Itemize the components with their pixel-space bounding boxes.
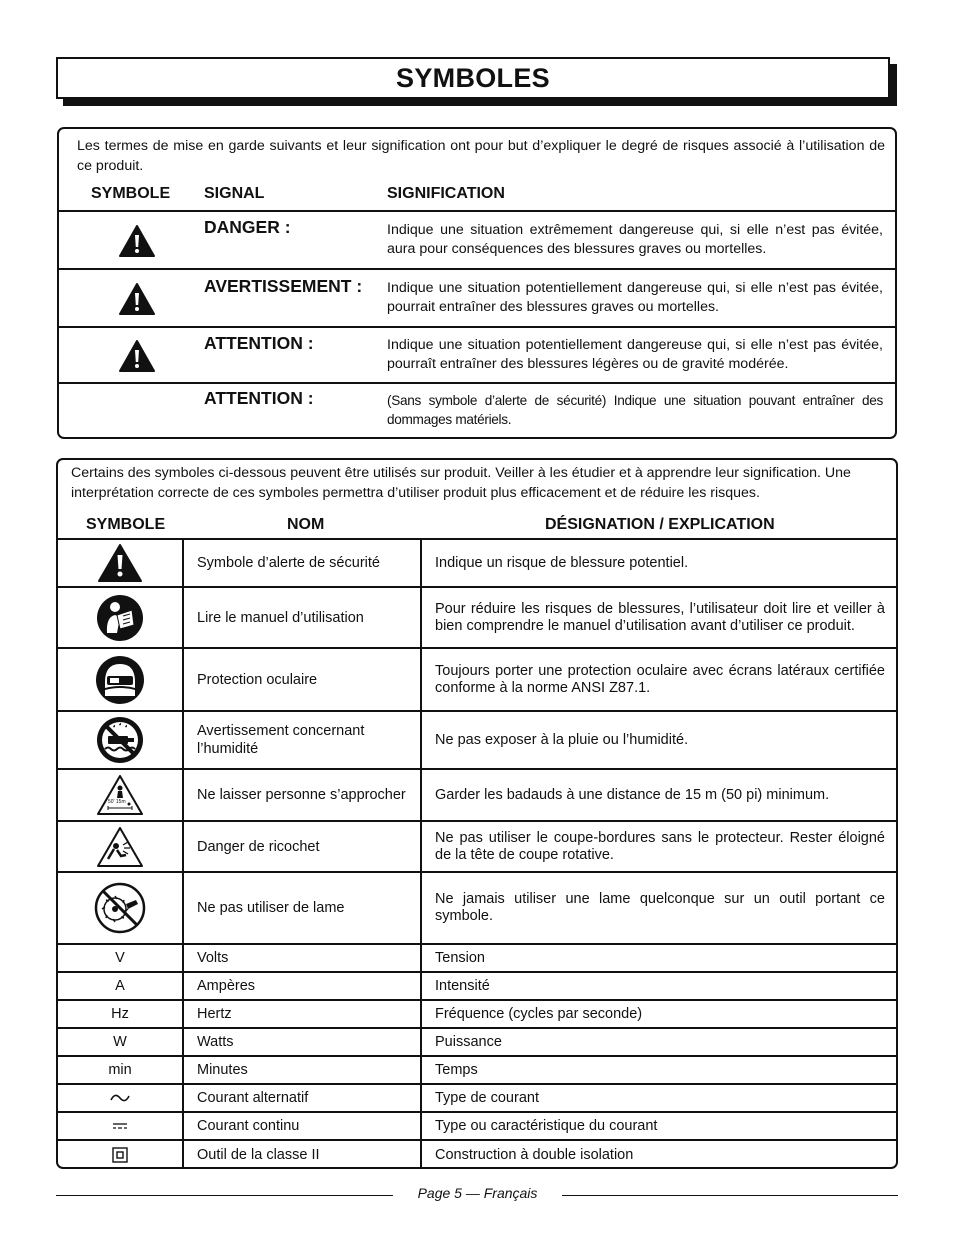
table-row	[58, 822, 896, 873]
table-row	[58, 945, 896, 973]
signal-row-attention-no-symbol	[59, 382, 895, 439]
table-row	[58, 1113, 896, 1141]
header-name: NOM	[287, 516, 325, 533]
ricochet-icon	[58, 822, 184, 871]
symbol-designation: Type de courant	[435, 1089, 539, 1106]
unit-symbol: W	[58, 1029, 184, 1055]
symbol-name: Ne pas utiliser de lame	[184, 873, 422, 943]
footer-rule-left	[56, 1195, 393, 1196]
signal-meaning: (Sans symbole d’alerte de sécurité) Indique une situation pouvant entraîner des dommages matériels.	[387, 393, 883, 427]
symbols-panel	[56, 458, 898, 1169]
symbol-designation: Ne jamais utiliser une lame quelconque sur un outil portant ce symbole.	[435, 891, 885, 924]
wet-conditions-icon	[58, 712, 184, 768]
table-row	[58, 712, 896, 770]
symbol-designation: Toujours porter une protection oculaire avec écrans latéraux certifiée conforme à la norme ANSI Z87.1.	[435, 662, 885, 696]
table-row	[58, 1141, 896, 1169]
table-row	[58, 1001, 896, 1029]
signal-row-attention	[59, 326, 895, 384]
header-symbol: SYMBOLE	[86, 516, 166, 533]
header-signal: SIGNAL	[204, 185, 265, 202]
table-row	[58, 649, 896, 712]
symbol-designation: Fréquence (cycles par seconde)	[435, 1005, 643, 1022]
table-row	[58, 1029, 896, 1057]
symbol-name: Lire le manuel d’utilisation	[184, 588, 422, 647]
signal-meaning: Indique une situation potentiellement dangereuse qui, si elle n’est pas évitée, pourrait entraîner des blessures graves ou mortelles.	[387, 280, 883, 315]
unit-symbol: V	[58, 945, 184, 971]
alternating-current-icon	[58, 1085, 184, 1111]
symbol-designation-cell	[422, 588, 896, 647]
symbol-name: Outil de la classe II	[184, 1141, 422, 1169]
symbol-name: Protection oculaire	[184, 649, 422, 710]
symbol-name: Avertissement concernant l’humidité	[184, 712, 422, 768]
table-row	[58, 1057, 896, 1085]
symbol-designation: Tension	[435, 949, 485, 966]
table-row	[58, 973, 896, 1001]
symbol-designation: Puissance	[435, 1033, 502, 1050]
symbol-designation: Type ou caractéristique du courant	[435, 1117, 658, 1134]
read-manual-icon	[58, 588, 184, 647]
signal-row-avertissement	[59, 268, 895, 328]
symbol-designation-cell	[422, 712, 896, 768]
symbol-designation: Ne pas exposer à la pluie ou l’humidité.	[435, 731, 689, 748]
symbol-designation: Intensité	[435, 977, 490, 994]
header-meaning: SIGNIFICATION	[387, 185, 505, 202]
direct-current-icon	[58, 1113, 184, 1139]
signal-label: AVERTISSEMENT :	[204, 276, 363, 296]
symbol-name: Ne laisser personne s’approcher	[184, 770, 422, 820]
symbol-designation-cell	[422, 540, 896, 586]
safety-alert-triangle-icon	[118, 224, 156, 258]
table-row	[58, 1085, 896, 1113]
symbol-designation: Construction à double isolation	[435, 1146, 634, 1163]
signal-label: ATTENTION :	[204, 333, 314, 353]
symbol-designation: Ne pas utiliser le coupe-bordures sans le protecteur. Rester éloigné de la tête de coupe rotative.	[435, 829, 885, 863]
symbols-table	[58, 538, 896, 1169]
table-row	[58, 770, 896, 822]
eye-protection-icon	[58, 649, 184, 710]
symbol-designation-cell	[422, 822, 896, 871]
no-blade-icon	[58, 873, 184, 943]
table-row	[58, 588, 896, 649]
signal-meaning: Indique une situation extrêmement dangereuse qui, si elle n’est pas évitée, aura pour conséquences des blessures graves ou mortelles.	[387, 222, 883, 257]
table-row	[58, 540, 896, 588]
symbol-name: Watts	[184, 1029, 422, 1055]
signal-label: DANGER :	[204, 217, 291, 237]
symbol-name: Ampères	[184, 973, 422, 999]
header-designation: DÉSIGNATION / EXPLICATION	[545, 516, 775, 533]
symbol-designation-cell	[422, 873, 896, 943]
distance-label: 50' 15m	[108, 799, 126, 805]
symbol-designation-cell	[422, 649, 896, 710]
unit-symbol: A	[58, 973, 184, 999]
symbol-designation: Pour réduire les risques de blessures, l’utilisateur doit lire et veiller à bien comprendre le manuel d’utilisation avant d’utiliser ce produit.	[435, 600, 885, 634]
symbol-name: Volts	[184, 945, 422, 971]
symbol-designation: Temps	[435, 1061, 478, 1078]
page-title: SYMBOLES	[396, 62, 550, 93]
signal-row-danger	[59, 210, 895, 270]
symbol-designation: Garder les badauds à une distance de 15 m (50 pi) minimum.	[435, 786, 830, 803]
title-banner	[56, 57, 890, 99]
footer-rule-right	[562, 1195, 898, 1196]
safety-alert-triangle-icon	[118, 339, 156, 373]
table-row	[58, 873, 896, 945]
signal-meaning: Indique une situation potentiellement dangereuse qui, si elle n’est pas évitée, pourraît entraîner des blessures légères ou de gravité modérée.	[387, 337, 883, 372]
header-symbol: SYMBOLE	[91, 185, 171, 202]
symbol-designation-cell	[422, 770, 896, 820]
keep-bystanders-away-icon	[58, 770, 184, 820]
symbol-name: Courant continu	[184, 1113, 422, 1139]
symbol-name: Courant alternatif	[184, 1085, 422, 1111]
symbol-name: Symbole d’alerte de sécurité	[184, 540, 422, 586]
class-ii-tool-icon	[58, 1141, 184, 1169]
page-footer: Page 5 — Français	[417, 1185, 538, 1201]
safety-alert-icon	[58, 540, 184, 586]
unit-symbol: min	[58, 1057, 184, 1083]
symbol-name: Hertz	[184, 1001, 422, 1027]
signal-words-panel	[57, 127, 897, 439]
signal-intro: Les termes de mise en garde suivants et leur signification ont pour but d’expliquer le degré de risques associé à l’utilisation de ce produit.	[77, 138, 885, 174]
symbol-name: Minutes	[184, 1057, 422, 1083]
signal-label: ATTENTION :	[204, 388, 314, 408]
symbols-intro: Certains des symboles ci-dessous peuvent être utilisés sur produit. Veiller à les étudier et à apprendre leur signification. Une interprétation correcte de ces symboles permettra d’utiliser produit plus efficacement et de réduire les risques.	[71, 465, 851, 501]
symbol-name: Danger de ricochet	[184, 822, 422, 871]
symbol-designation: Indique un risque de blessure potentiel.	[435, 554, 689, 571]
unit-symbol: Hz	[58, 1001, 184, 1027]
safety-alert-triangle-icon	[118, 282, 156, 316]
